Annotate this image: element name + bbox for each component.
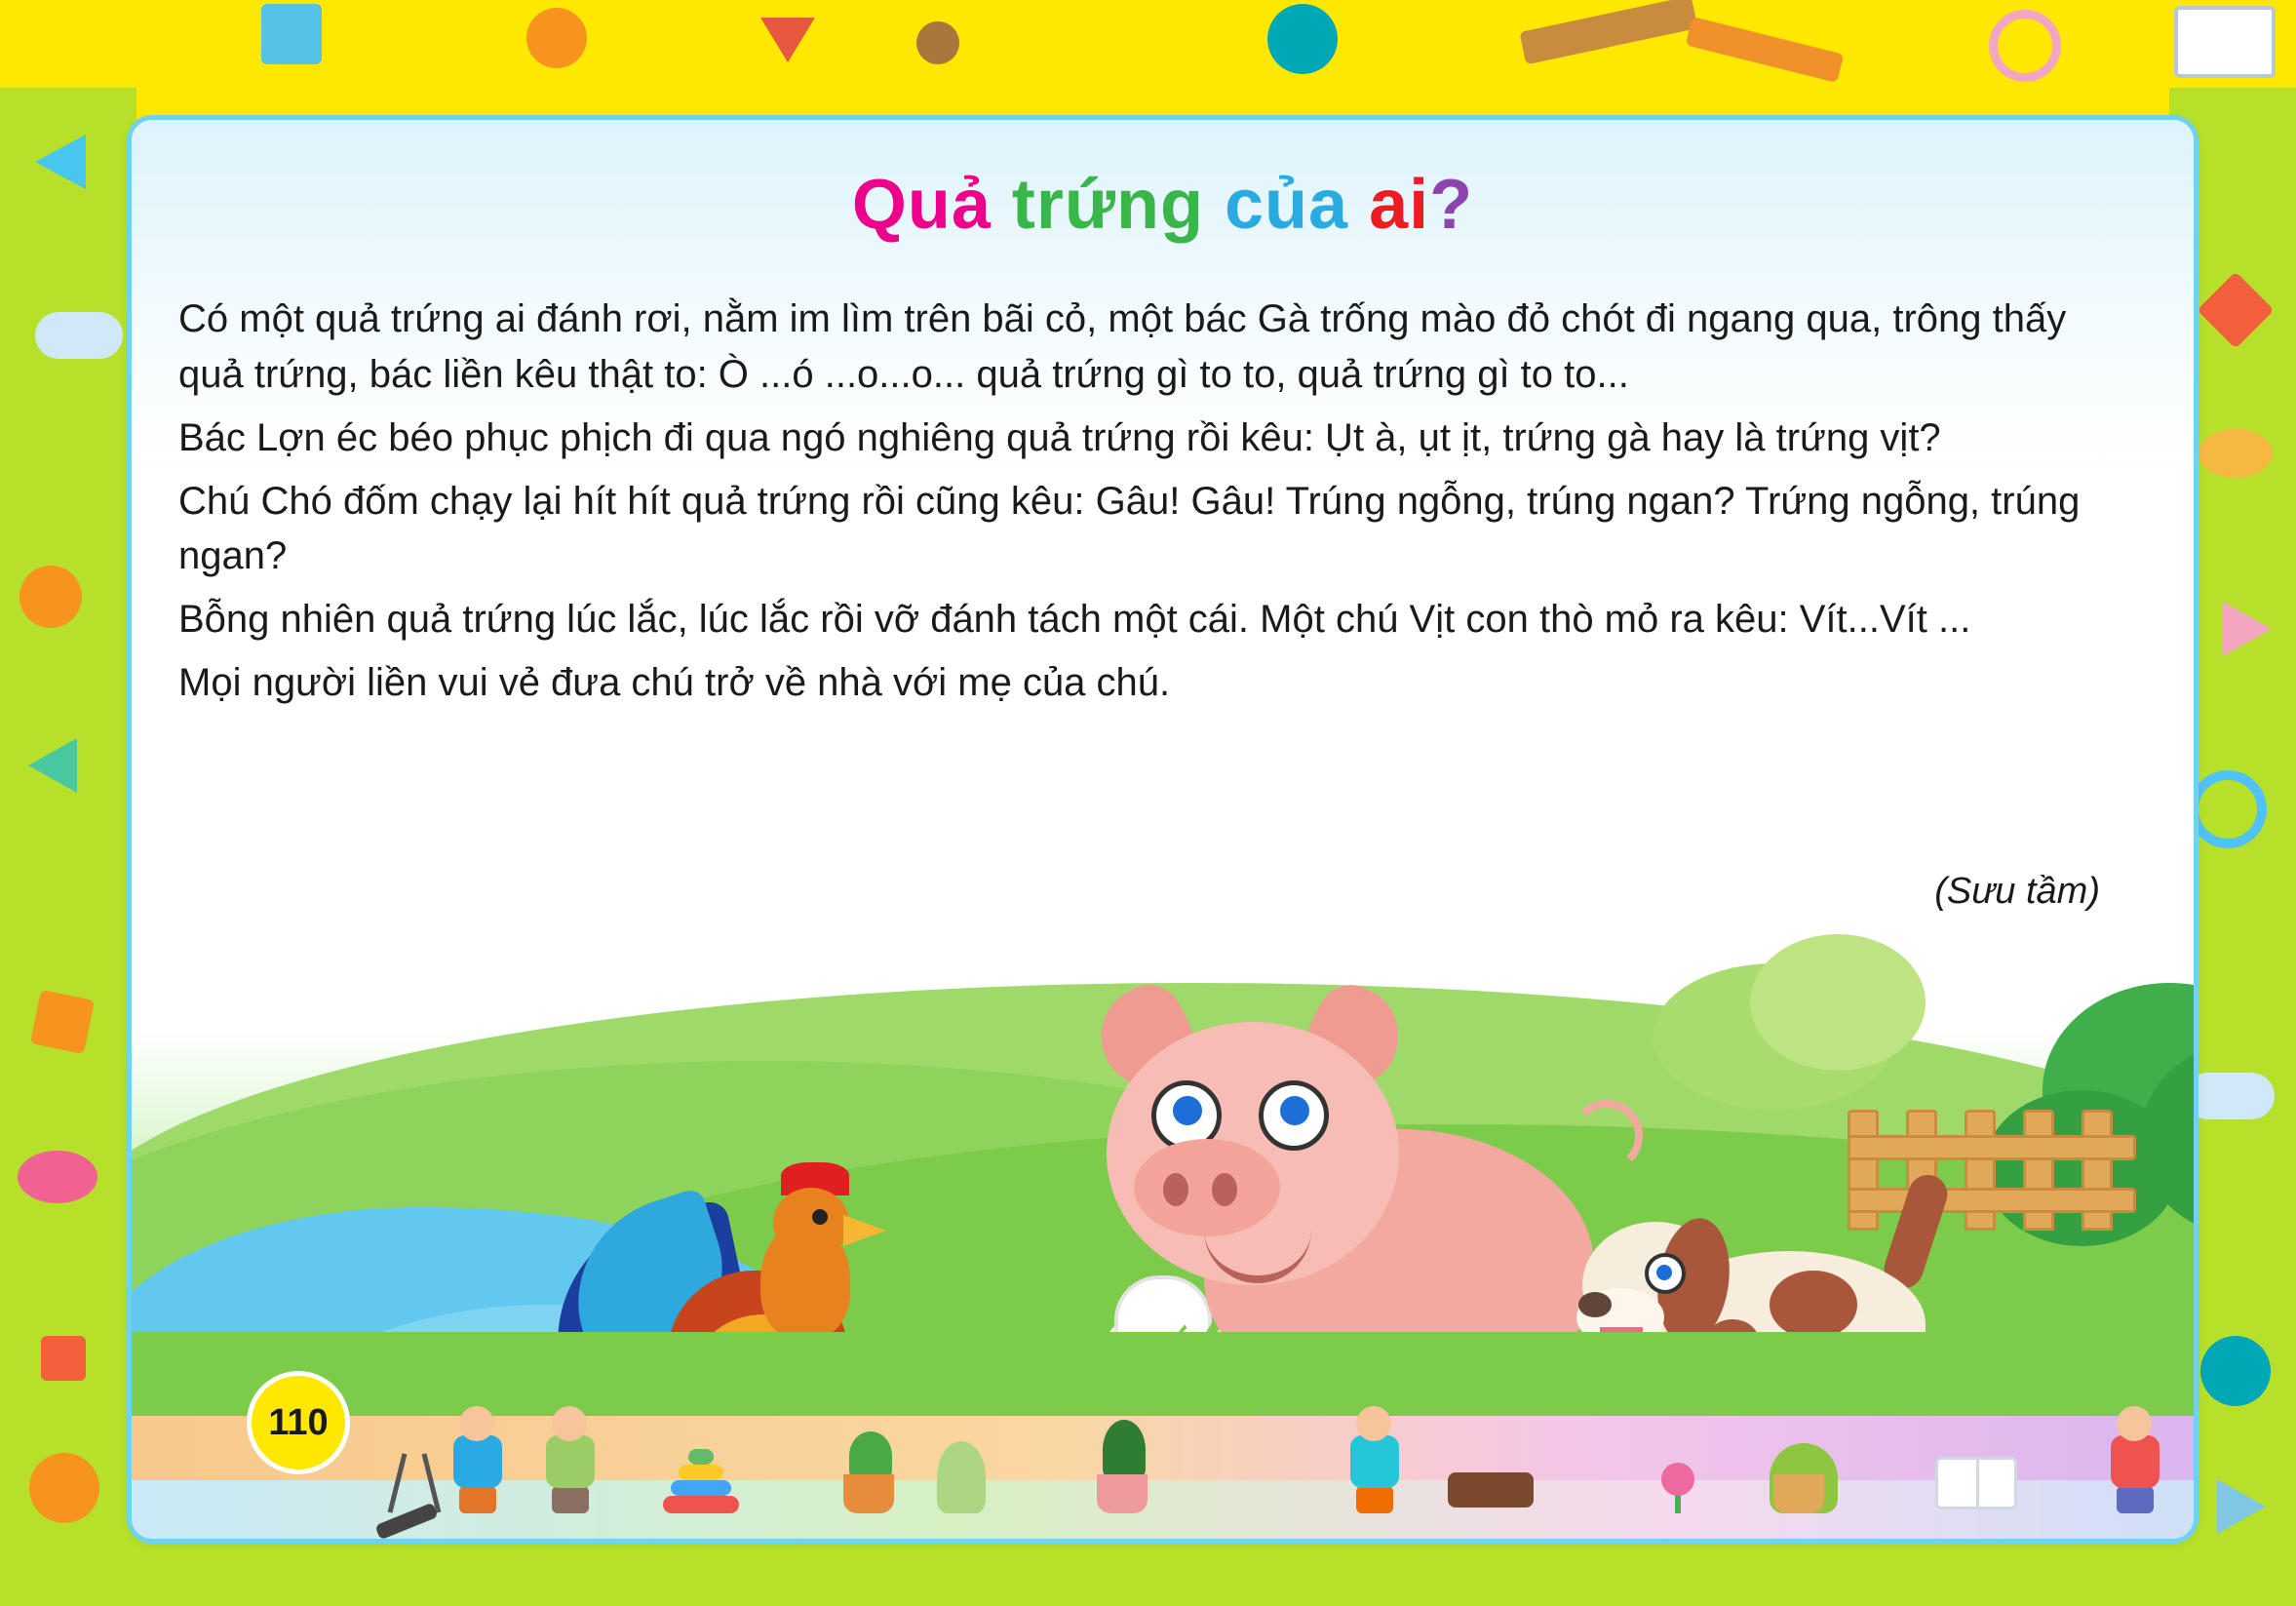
story-paragraph-1: Có một quả trứng ai đánh rơi, nằm im lìm trên bãi cỏ, một bác Gà trống mào đỏ chót đi ngang qua, trông thấy quả trứng, bác liền kêu thật to: Ò ...ó ...o...o... quả trứng gì to to, quả trứng gì to to...: [178, 297, 2067, 397]
story-paragraph-3: Chú Chó đốm chạy lại hít hít quả trứng rồi cũng kêu: Gâu! Gâu! Trúng ngỗng, trúng ngan? Trứng ngỗng, trúng ngan?: [178, 479, 2081, 578]
bottom-icon-row: [132, 1387, 2194, 1513]
content-card: [127, 115, 2199, 1544]
title-word-4: ai: [1369, 166, 1430, 244]
story-text: [178, 292, 2135, 711]
page-title: [132, 165, 2194, 245]
story-paragraph-4: Bỗng nhiên quả trứng lúc lắc, lúc lắc rồi vỡ đánh tách một cái. Một chú Vịt con thò mỏ ra kêu: Vít...Vít ...: [178, 598, 1971, 642]
source-credit: (Sưu tầm): [1934, 871, 2100, 912]
title-word-1: Quả: [851, 166, 992, 244]
bush-light-2: [1750, 934, 1926, 1071]
page-number-badge: 110: [247, 1371, 350, 1474]
title-word-3: của: [1225, 166, 1349, 244]
title-word-5: ?: [1429, 166, 1474, 244]
story-paragraph-2: Bác Lợn éc béo phục phịch đi qua ngó nghiêng quả trứng rồi kêu: Ụt à, ụt ịt, trứng gà hay là trứng vịt?: [178, 415, 1941, 459]
illustration-scene: [132, 915, 2194, 1539]
page-border-left-green: [0, 88, 136, 1606]
story-paragraph-5: Mọi người liền vui vẻ đưa chú trở về nhà với mẹ của chú.: [178, 661, 1171, 705]
title-word-2: trứng: [1011, 166, 1204, 244]
